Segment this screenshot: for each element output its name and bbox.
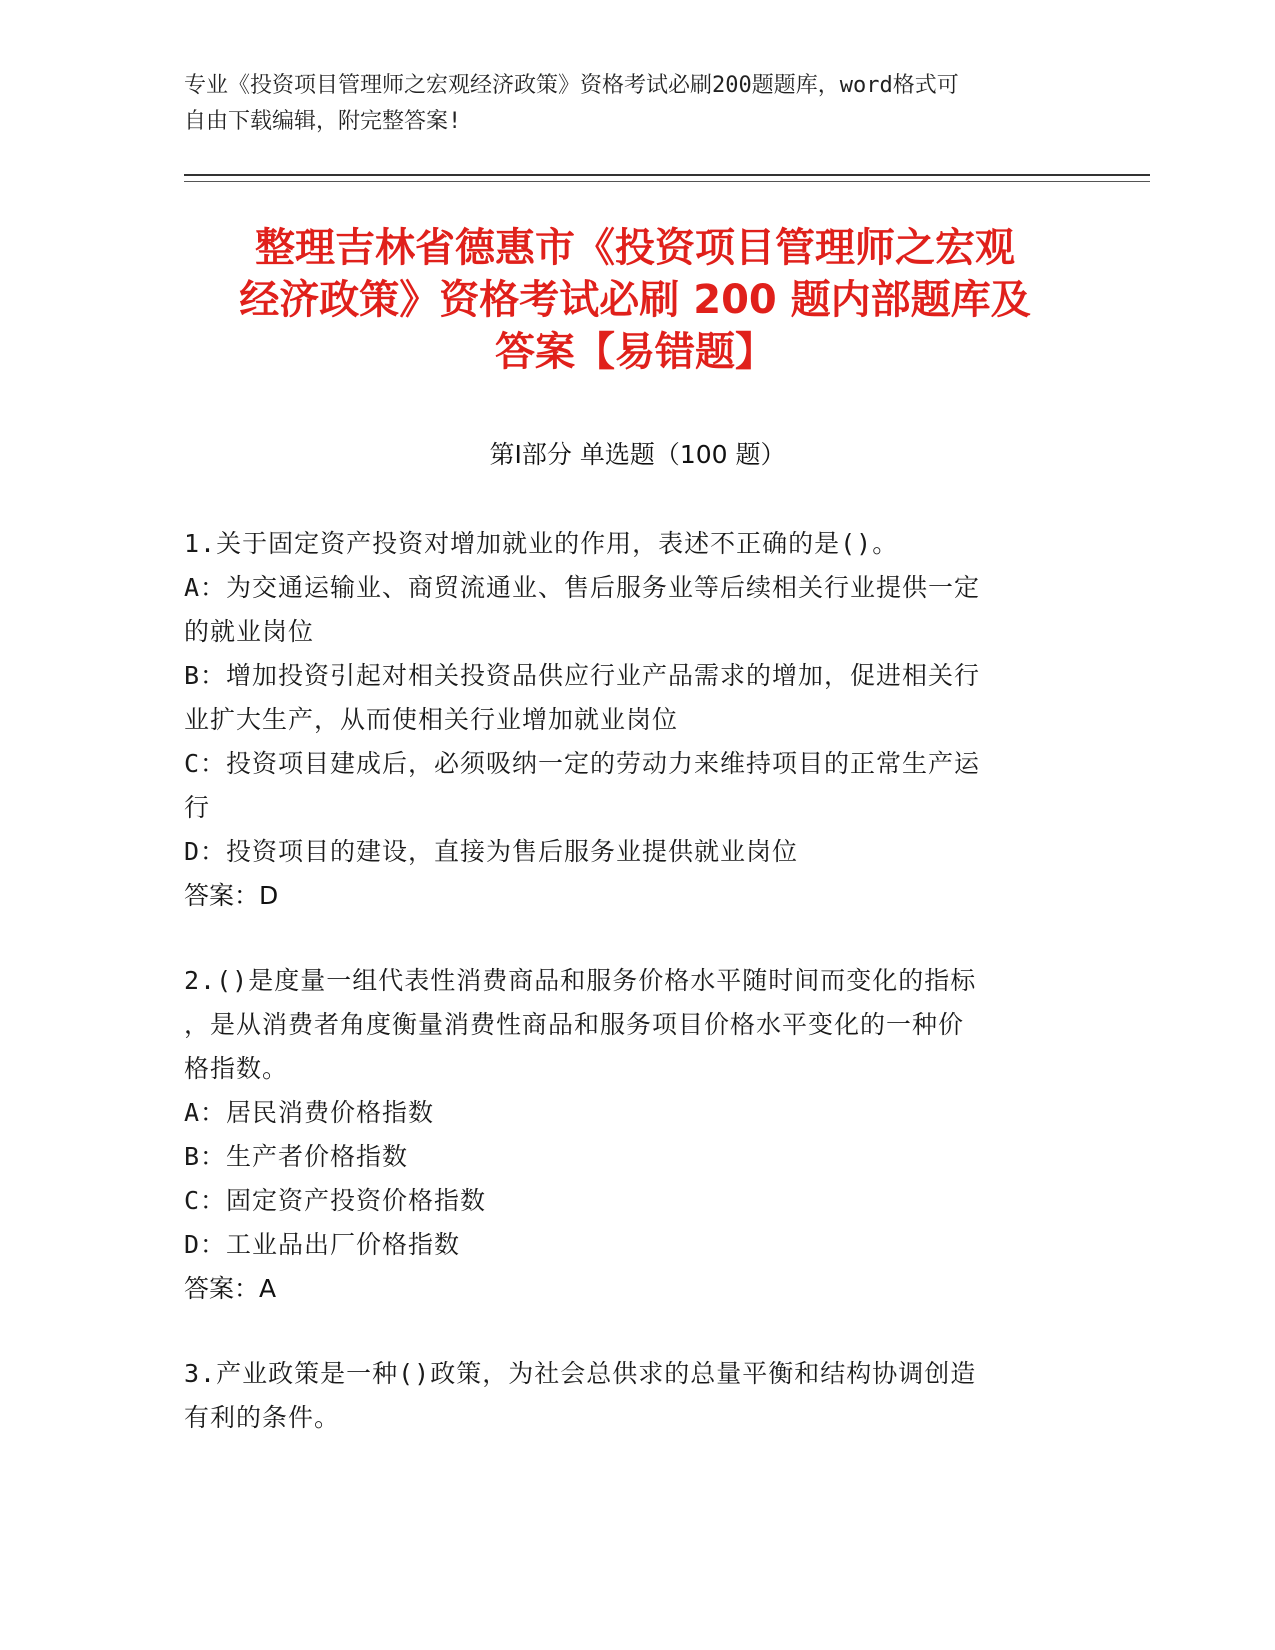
section-heading: 第Ⅰ部分 单选题（100 题）	[489, 440, 786, 469]
question-stem-line: 3.产业政策是一种()政策，为社会总供求的总量平衡和结构协调创造	[184, 1359, 977, 1388]
question-stem-line: ，是从消费者角度衡量消费性商品和服务项目价格水平变化的一种价	[184, 1010, 965, 1039]
document-title	[190, 222, 1080, 378]
question-stem-line: 有利的条件。	[184, 1403, 341, 1432]
option-b-line: 业扩大生产，从而使相关行业增加就业岗位	[184, 705, 679, 734]
option-d-line: D：投资项目的建设，直接为售后服务业提供就业岗位	[184, 837, 799, 866]
header-line-1: 专业《投资项目管理师之宏观经济政策》资格考试必刷200题题库，word格式可	[184, 73, 959, 98]
answer-line: 答案：A	[184, 1274, 277, 1303]
header-divider-thick	[184, 174, 1150, 176]
option-a-line: A：居民消费价格指数	[184, 1098, 435, 1127]
page-header	[184, 68, 1064, 140]
option-a-line: A：为交通运输业、商贸流通业、售后服务业等后续相关行业提供一定	[184, 573, 981, 602]
title-line-3: 答案【易错题】	[495, 329, 775, 375]
option-b-line: B：增加投资引起对相关投资品供应行业产品需求的增加，促进相关行	[184, 661, 981, 690]
option-c-line: 行	[184, 793, 211, 822]
title-line-2: 经济政策》资格考试必刷 200 题内部题库及	[239, 277, 1031, 323]
title-line-1: 整理吉林省德惠市《投资项目管理师之宏观	[255, 225, 1015, 271]
question-list	[184, 522, 1064, 1481]
question-3	[184, 1352, 1064, 1440]
option-b-line: B：生产者价格指数	[184, 1142, 409, 1171]
option-a-line: 的就业岗位	[184, 617, 315, 646]
option-d-line: D：工业品出厂价格指数	[184, 1230, 461, 1259]
header-divider-thin	[184, 181, 1150, 182]
answer-line: 答案：D	[184, 881, 279, 910]
question-stem-line: 格指数。	[184, 1054, 289, 1083]
question-stem-line: 1.关于固定资产投资对增加就业的作用，表述不正确的是()。	[184, 529, 899, 558]
option-c-line: C：固定资产投资价格指数	[184, 1186, 487, 1215]
header-line-2: 自由下载编辑，附完整答案!	[184, 109, 462, 134]
question-2	[184, 959, 1064, 1311]
question-stem-line: 2.()是度量一组代表性消费商品和服务价格水平随时间而变化的指标	[184, 966, 977, 995]
question-1	[184, 522, 1064, 918]
option-c-line: C：投资项目建成后，必须吸纳一定的劳动力来维持项目的正常生产运	[184, 749, 981, 778]
